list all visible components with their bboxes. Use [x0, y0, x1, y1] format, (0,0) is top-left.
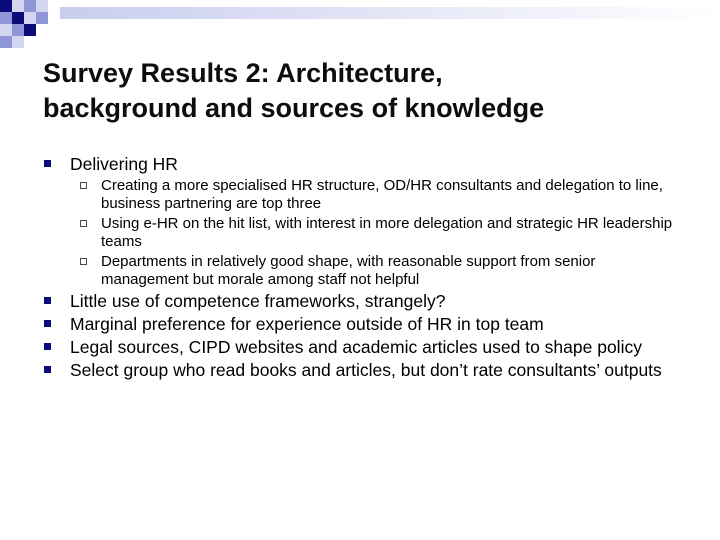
deco-square — [12, 24, 24, 36]
sub-bullet-item — [43, 177, 683, 213]
bullet-item — [43, 154, 683, 174]
deco-square — [0, 12, 12, 24]
slide-title — [43, 56, 683, 126]
hollow-square-bullet-icon — [80, 182, 87, 189]
deco-square — [0, 24, 12, 36]
sub-bullet-text: Creating a more specialised HR structure, OD/HR consultants and delegation to line, business partnering are top three — [101, 177, 663, 212]
hollow-square-bullet-icon — [80, 258, 87, 265]
deco-square — [24, 0, 36, 12]
deco-square — [24, 24, 36, 36]
bullet-text: Legal sources, CIPD websites and academic articles used to shape policy — [70, 337, 642, 357]
bullet-text: Marginal preference for experience outside of HR in top team — [70, 314, 544, 334]
slide-body — [43, 154, 683, 383]
sub-bullet-text: Departments in relatively good shape, with reasonable support from senior management but morale among staff not helpful — [101, 253, 596, 288]
bullet-item — [43, 360, 683, 380]
bullet-item — [43, 291, 683, 311]
bullet-item — [43, 314, 683, 334]
hollow-square-bullet-icon — [80, 220, 87, 227]
square-bullet-icon — [44, 366, 51, 373]
deco-square — [12, 12, 24, 24]
sub-bullet-item — [43, 253, 683, 289]
bullet-text: Select group who read books and articles, but don’t rate consultants’ outputs — [70, 360, 662, 380]
decorative-strip — [60, 7, 720, 19]
deco-square — [12, 36, 24, 48]
deco-square — [12, 0, 24, 12]
bullet-text: Little use of competence frameworks, strangely? — [70, 291, 446, 311]
square-bullet-icon — [44, 160, 51, 167]
deco-square — [24, 12, 36, 24]
bullet-text: Delivering HR — [70, 154, 178, 174]
slide-title-line-2: background and sources of knowledge — [43, 93, 545, 123]
square-bullet-icon — [44, 343, 51, 350]
deco-square — [0, 36, 12, 48]
square-bullet-icon — [44, 320, 51, 327]
sub-bullet-item — [43, 215, 683, 251]
decorative-checker-banner — [0, 0, 720, 60]
square-bullet-icon — [44, 297, 51, 304]
sub-bullet-text: Using e-HR on the hit list, with interest in more delegation and strategic HR leadership teams — [101, 215, 673, 250]
deco-square — [0, 0, 12, 12]
slide-title-line-1: Survey Results 2: Architecture, — [43, 58, 443, 88]
bullet-item — [43, 337, 683, 357]
deco-square — [36, 12, 48, 24]
deco-square — [36, 0, 48, 12]
